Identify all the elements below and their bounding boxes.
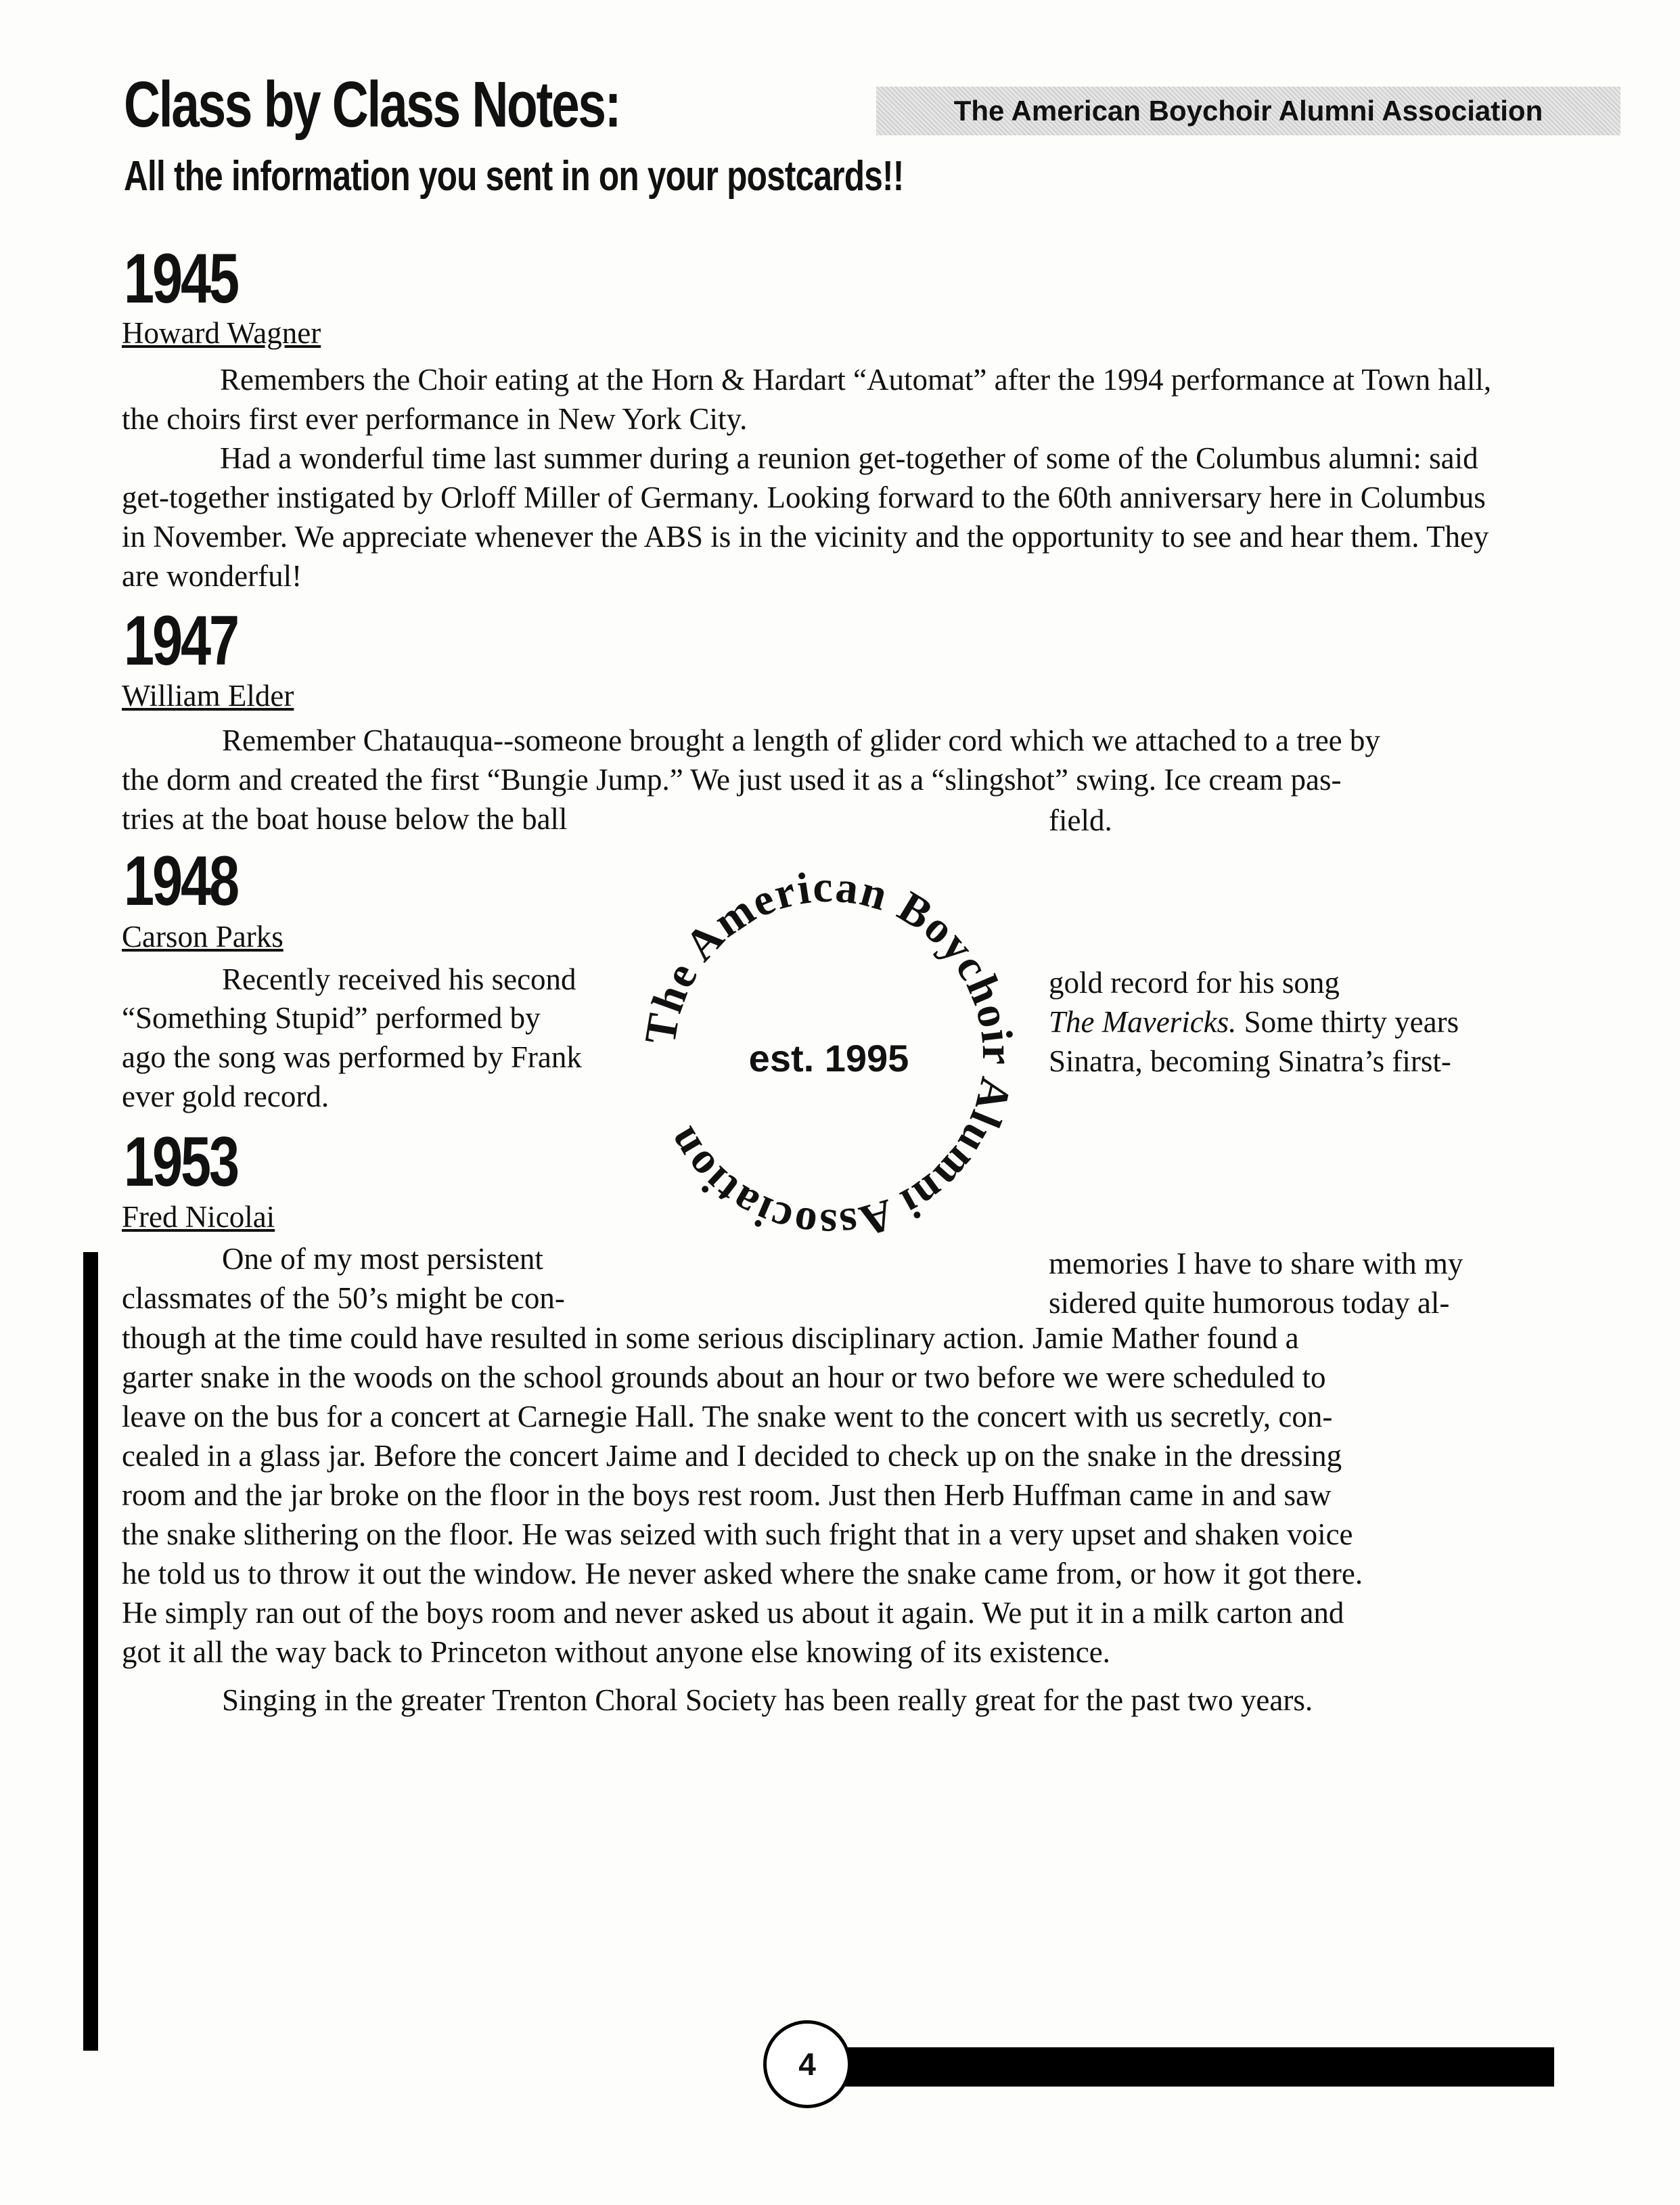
year-heading-1947: 1947 [124,602,237,680]
text-line: room and the jar broke on the floor in the boys rest room. Just then Herb Huffman came in and saw [122,1478,1332,1512]
text-line: he told us to throw it out the window. He never asked where the snake came from, or how it got there. [122,1557,1363,1590]
text-line: gold record for his song [1049,966,1340,1000]
text-line: leave on the bus for a concert at Carnegie Hall. The snake went to the concert with us secretly, con- [122,1400,1333,1433]
alumni-name: Carson Parks [122,920,283,954]
association-banner [876,87,1620,135]
text-line: cealed in a glass jar. Before the concert Jaime and I decided to check up on the snake in the dressing [122,1439,1342,1473]
footer-bar [836,2047,1554,2087]
text-line: field. [1049,803,1112,837]
alumni-name: Howard Wagner [122,316,321,350]
paragraph: Had a wonderful time last summer during a reunion get-together of some of the Columbus alumni: said get-together instigated by Orloff Miller of Germany. Looking forward to the 60th anniversary here in Columbus in November. We appreciate whenever the ABS is in the vicinity and the opportunity to see and hear them. They are wonderful! [122,441,1489,593]
text-line: though at the time could have resulted in some serious disciplinary action. Jamie Mather found a [122,1321,1299,1355]
text-fragment: Some thirty years [1236,1005,1459,1039]
text-line: “Something Stupid” performed by [122,1001,541,1035]
text-line: Sinatra, becoming Sinatra’s first- [1049,1044,1451,1078]
page-number: 4 [798,2047,816,2082]
text-line: He simply ran out of the boys room and never asked us about it again. We put it in a milk carton and [122,1596,1344,1630]
page-number-badge [763,2020,851,2108]
text-line: the snake slithering on the floor. He was seized with such fright that in a very upset and shaken voice [122,1517,1353,1551]
seal-ring-text: The American Boychoir Alumni Association [635,862,1023,1250]
text-line: One of my most persistent [222,1242,543,1276]
text-line: ago the song was performed by Frank [122,1040,582,1074]
paragraph: Remembers the Choir eating at the Horn & Hardart “Automat” after the 1994 performance at Town hall, the choirs first ever performance in New York City. [122,363,1492,436]
text-line: Singing in the greater Trenton Choral Society has been really great for the past two years. [222,1683,1313,1717]
album-title: The Mavericks. [1049,1005,1237,1039]
text-line: sidered quite humorous today al- [1049,1286,1450,1320]
alumni-name: Fred Nicolai [122,1200,275,1234]
left-margin-bar [83,1252,98,2051]
association-seal [626,839,1032,1259]
seal-center-text: est. 1995 [748,1037,909,1079]
text-line: Recently received his second [222,962,576,996]
text-line: garter snake in the woods on the school grounds about an hour or two before we were scheduled to [122,1360,1326,1394]
association-banner-text: The American Boychoir Alumni Association [953,95,1543,127]
entry-body-1945 [122,360,1516,596]
page-subtitle: All the information you sent in on your postcards!! [124,153,904,200]
text-line [1049,1007,1459,1038]
text-line: memories I have to share with my [1049,1247,1463,1280]
text-line: classmates of the 50’s might be con- [122,1281,565,1315]
year-heading-1953: 1953 [124,1123,237,1201]
text-line: ever gold record. [122,1079,330,1113]
year-heading-1945: 1945 [124,240,237,318]
text-line: got it all the way back to Princeton without anyone else knowing of its existence. [122,1635,1110,1669]
alumni-name: William Elder [122,679,294,713]
page-title: Class by Class Notes: [124,68,620,141]
text-line: the dorm and created the first “Bungie Jump.” We just used it as a “slingshot” swing. Ice cream pas- [122,763,1342,797]
text-line: Remember Chatauqua--someone brought a length of glider cord which we attached to a tree by [222,723,1380,757]
year-heading-1948: 1948 [124,842,237,920]
text-line: tries at the boat house below the ball [122,802,568,836]
